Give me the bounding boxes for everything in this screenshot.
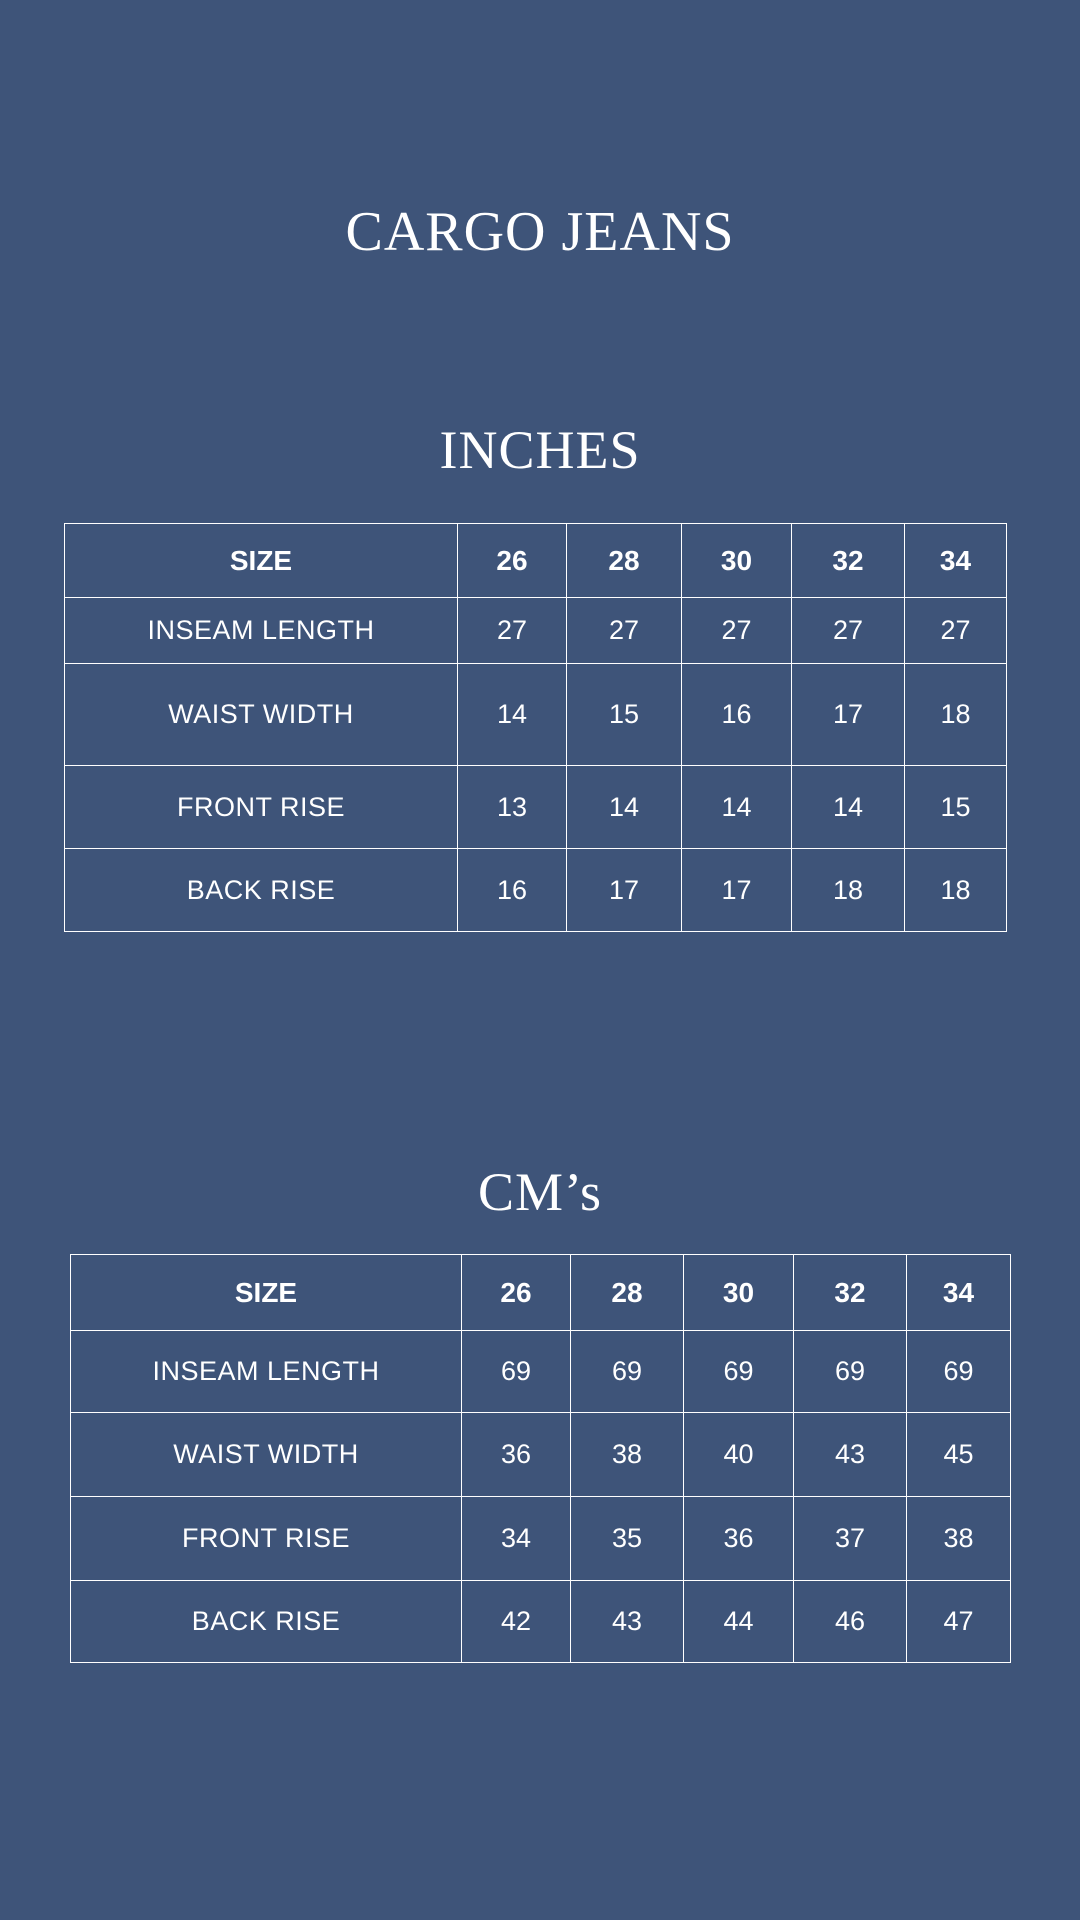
measurement-cell: 43 [571,1581,684,1663]
measurement-cell: 15 [567,664,682,766]
measurement-cell: 37 [794,1497,907,1581]
measurement-cell: 14 [792,766,905,849]
measurement-cell: 45 [907,1413,1011,1497]
row-label: FRONT RISE [71,1497,462,1581]
table-header-row [71,1255,1011,1331]
size-header-cell: 28 [567,524,682,598]
table-row [65,849,1007,932]
measurement-cell: 40 [684,1413,794,1497]
measurement-cell: 69 [462,1331,571,1413]
measurement-cell: 16 [682,664,792,766]
measurement-cell: 69 [571,1331,684,1413]
measurement-cell: 15 [905,766,1007,849]
table-row [65,664,1007,766]
row-label: WAIST WIDTH [65,664,458,766]
row-label: INSEAM LENGTH [71,1331,462,1413]
measurement-cell: 27 [905,598,1007,664]
inches-section-title: INCHES [439,420,641,480]
table-row [71,1413,1011,1497]
measurement-cell: 46 [794,1581,907,1663]
measurement-cell: 27 [458,598,567,664]
size-header-label: SIZE [71,1255,462,1331]
measurement-cell: 34 [462,1497,571,1581]
measurement-cell: 14 [682,766,792,849]
measurement-cell: 14 [567,766,682,849]
measurement-cell: 27 [792,598,905,664]
measurement-cell: 69 [684,1331,794,1413]
measurement-cell: 18 [905,664,1007,766]
size-header-cell: 30 [682,524,792,598]
cm-section-title: CM’s [477,1162,603,1222]
measurement-cell: 18 [792,849,905,932]
size-header-cell: 34 [905,524,1007,598]
measurement-cell: 47 [907,1581,1011,1663]
row-label: BACK RISE [65,849,458,932]
size-header-cell: 32 [794,1255,907,1331]
size-header-cell: 32 [792,524,905,598]
measurement-cell: 44 [684,1581,794,1663]
page-title: CARGO JEANS [345,201,735,263]
measurement-cell: 13 [458,766,567,849]
size-header-cell: 34 [907,1255,1011,1331]
measurement-cell: 14 [458,664,567,766]
measurement-cell: 16 [458,849,567,932]
measurement-cell: 36 [462,1413,571,1497]
measurement-cell: 69 [794,1331,907,1413]
table-row [65,598,1007,664]
size-header-label: SIZE [65,524,458,598]
size-header-cell: 26 [462,1255,571,1331]
measurement-cell: 18 [905,849,1007,932]
table-row [71,1497,1011,1581]
measurement-cell: 38 [907,1497,1011,1581]
measurement-cell: 27 [567,598,682,664]
measurement-cell: 42 [462,1581,571,1663]
measurement-cell: 27 [682,598,792,664]
measurement-cell: 43 [794,1413,907,1497]
measurement-cell: 17 [567,849,682,932]
row-label: WAIST WIDTH [71,1413,462,1497]
size-header-cell: 28 [571,1255,684,1331]
row-label: FRONT RISE [65,766,458,849]
row-label: BACK RISE [71,1581,462,1663]
table-row [65,766,1007,849]
table-row [71,1331,1011,1413]
size-header-cell: 30 [684,1255,794,1331]
cm-size-table [70,1254,1011,1663]
measurement-cell: 35 [571,1497,684,1581]
size-header-cell: 26 [458,524,567,598]
measurement-cell: 17 [682,849,792,932]
measurement-cell: 69 [907,1331,1011,1413]
table-header-row [65,524,1007,598]
inches-size-table [64,523,1007,932]
table-row [71,1581,1011,1663]
measurement-cell: 38 [571,1413,684,1497]
measurement-cell: 36 [684,1497,794,1581]
row-label: INSEAM LENGTH [65,598,458,664]
measurement-cell: 17 [792,664,905,766]
